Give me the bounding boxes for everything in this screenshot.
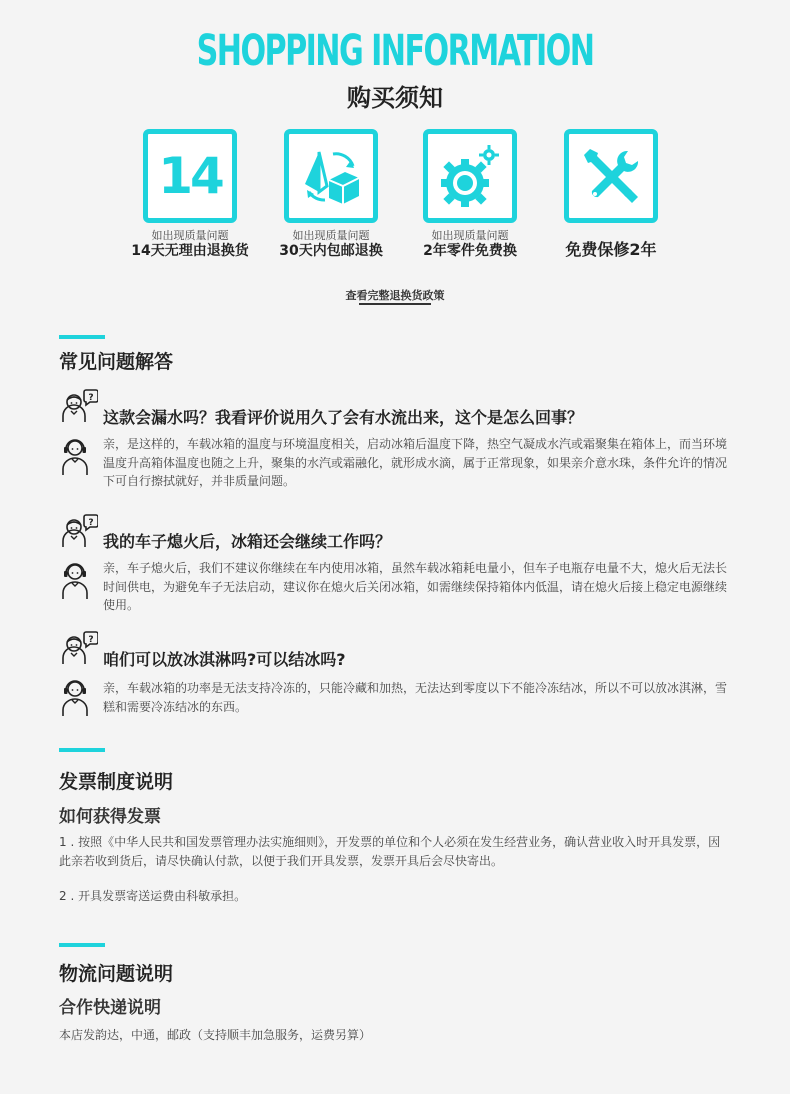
service-free-warranty	[541, 129, 681, 260]
service-sub: 如出现质量问题	[151, 229, 229, 242]
service-30day-exchange	[261, 129, 401, 260]
answer-agent-headset-icon	[60, 436, 90, 476]
faq-title: 常见问题解答	[59, 351, 174, 373]
faq-answer: 亲，车载冰箱的功率是无法支持冷冻的，只能冷藏和加热，无法达到零度以下不能冷冻结冰，所以不可以放冰淇淋，雪糕和需要冷冻结冰的东西。	[103, 681, 728, 714]
faq-question: 这款会漏水吗？我看评价说用久了会有水流出来，这个是怎么回事？	[103, 408, 584, 427]
service-main: 免费保修2年	[565, 240, 657, 259]
answer-agent-headset-icon	[60, 677, 90, 717]
svg-text:?: ?	[88, 518, 94, 528]
invoice-subtitle: 如何获得发票	[59, 807, 161, 827]
exchange-shapes-icon	[284, 129, 378, 223]
invoice-paragraph: 2 . 开具发票寄送运费由科敏承担。	[59, 889, 247, 903]
logistics-subtitle: 合作快递说明	[59, 998, 161, 1018]
question-avatar-icon	[60, 513, 98, 549]
faq-answer: 亲，是这样的，车载冰箱的温度与环境温度相关，启动冰箱后温度下降，热空气凝成水汽或霜聚集在箱体上，而当环境温度升高箱体温度也随之上升，聚集的水汽或霜融化，就形成水滴，属于正常现象，如果亲介意水珠，条件允许的情况下可自行擦拭就好，并非质量问题。	[103, 437, 728, 488]
service-14day-return	[120, 129, 260, 260]
full-return-policy-link[interactable]: 查看完整退换货政策	[345, 289, 445, 302]
page-title-chinese: 购买须知	[347, 84, 443, 112]
service-main: 14天无理由退换货	[131, 243, 249, 259]
faq-accent-bar	[59, 335, 105, 339]
page-title-english: SHOPPING INFORMATION	[196, 26, 594, 76]
service-main: 30天内包邮退换	[279, 243, 383, 259]
service-main: 2年零件免费换	[423, 243, 517, 259]
faq-answer: 亲，车子熄火后，我们不建议你继续在车内使用冰箱，虽然车载冰箱耗电量小，但车子电瓶存电量不大，熄火后无法长时间供电，为避免车子无法启动，建议你在熄火后关闭冰箱，如需继续保持箱体内低温，请在熄火后接上稳定电源继续使用。	[103, 561, 728, 612]
logistics-title: 物流问题说明	[59, 963, 174, 985]
svg-text:?: ?	[88, 635, 94, 645]
faq-question: 咱们可以放冰淇淋吗?可以结冰吗?	[103, 650, 346, 669]
service-2year-parts	[400, 129, 540, 260]
tools-wrench-screwdriver-icon	[564, 129, 658, 223]
faq-question: 我的车子熄火后，冰箱还会继续工作吗？	[103, 532, 392, 551]
invoice-accent-bar	[59, 748, 105, 752]
gear-icon	[423, 129, 517, 223]
svg-text:?: ?	[88, 393, 94, 403]
invoice-title: 发票制度说明	[59, 771, 174, 793]
number-14-icon: 14	[143, 129, 237, 223]
logistics-accent-bar	[59, 943, 105, 947]
logistics-text: 本店发韵达，中通，邮政（支持顺丰加急服务，运费另算）	[59, 1028, 372, 1042]
question-avatar-icon	[60, 630, 98, 666]
question-avatar-icon	[60, 388, 98, 424]
policy-link-underline	[359, 303, 431, 305]
invoice-paragraph: 1 . 按照《中华人民共和国发票管理办法实施细则》，开发票的单位和个人必须在发生经营业务，确认营业收入时开具发票，因此亲若收到货后，请尽快确认付款，以便于我们开具发票，发票开具后会尽快寄出。	[59, 835, 721, 868]
service-sub: 如出现质量问题	[431, 229, 509, 242]
answer-agent-headset-icon	[60, 560, 90, 600]
service-sub: 如出现质量问题	[292, 229, 370, 242]
